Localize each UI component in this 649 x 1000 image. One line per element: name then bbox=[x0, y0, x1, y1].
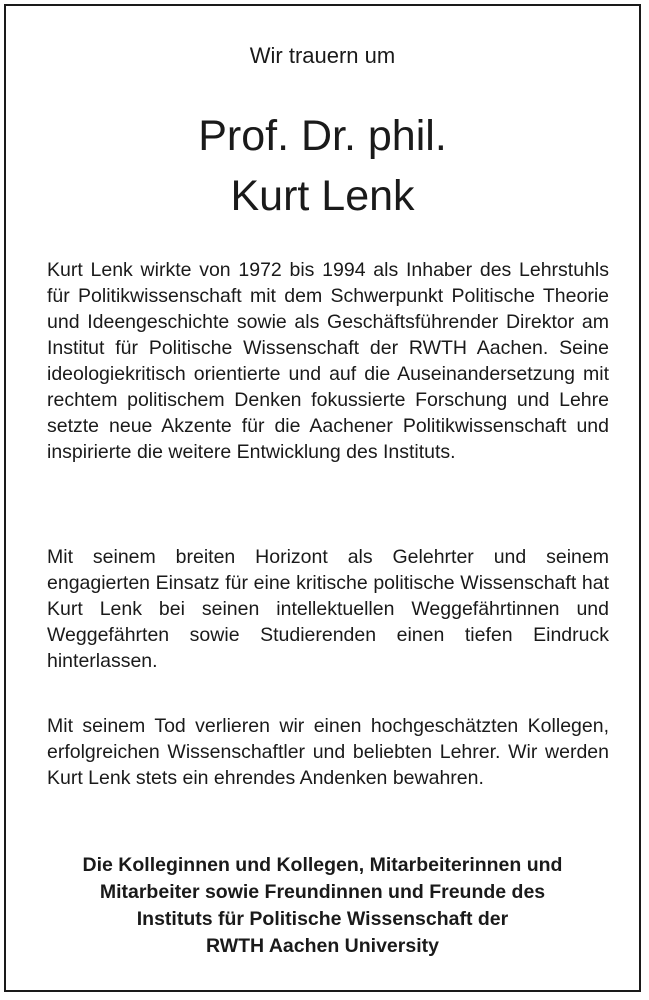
signature-line: Instituts für Politische Wissenschaft der bbox=[136, 908, 509, 930]
paragraph-career: Kurt Lenk wirkte von 1972 bis 1994 als Inhaber des Lehrstuhls für Politikwissenschaft mit dem Schwerpunkt Politische Theorie und Ideengeschichte sowie als Geschäftsführender Direktor am Institut für Politische Wissenschaft der RWTH Aachen. Seine ideologiekritisch orientierte und auf die Auseinandersetzung mit rechtem politischem Denken fokussierte Forschung und Lehre setzte neue Akzente für die Aachener Politikwissenschaft und inspirierte die weitere Entwicklung des Instituts. bbox=[47, 259, 609, 463]
deceased-name bbox=[6, 106, 639, 226]
intro-line: Wir trauern um bbox=[249, 43, 396, 68]
name-title: Prof. Dr. phil. bbox=[198, 112, 447, 160]
paragraph-impact: Mit seinem breiten Horizont als Gelehrter und seinem engagierten Einsatz für eine kritische politische Wissenschaft hat Kurt Lenk bei seinen intellektuellen Weggefährtinnen und Weggefährten sowie Studierenden einen tiefen Eindruck hinterlassen. bbox=[47, 546, 609, 672]
signature-block bbox=[6, 852, 639, 960]
obituary-notice bbox=[4, 4, 641, 992]
name-full: Kurt Lenk bbox=[230, 172, 415, 220]
signature-line: Die Kolleginnen und Kollegen, Mitarbeiterinnen und bbox=[82, 854, 563, 876]
signature-line: RWTH Aachen University bbox=[206, 935, 439, 957]
paragraph-farewell: Mit seinem Tod verlieren wir einen hochgeschätzten Kollegen, erfolgreichen Wissenschaftler und beliebten Lehrer. Wir werden Kurt Lenk stets ein ehrendes Andenken bewahren. bbox=[47, 715, 609, 789]
signature-line: Mitarbeiter sowie Freundinnen und Freunde des bbox=[99, 881, 546, 903]
